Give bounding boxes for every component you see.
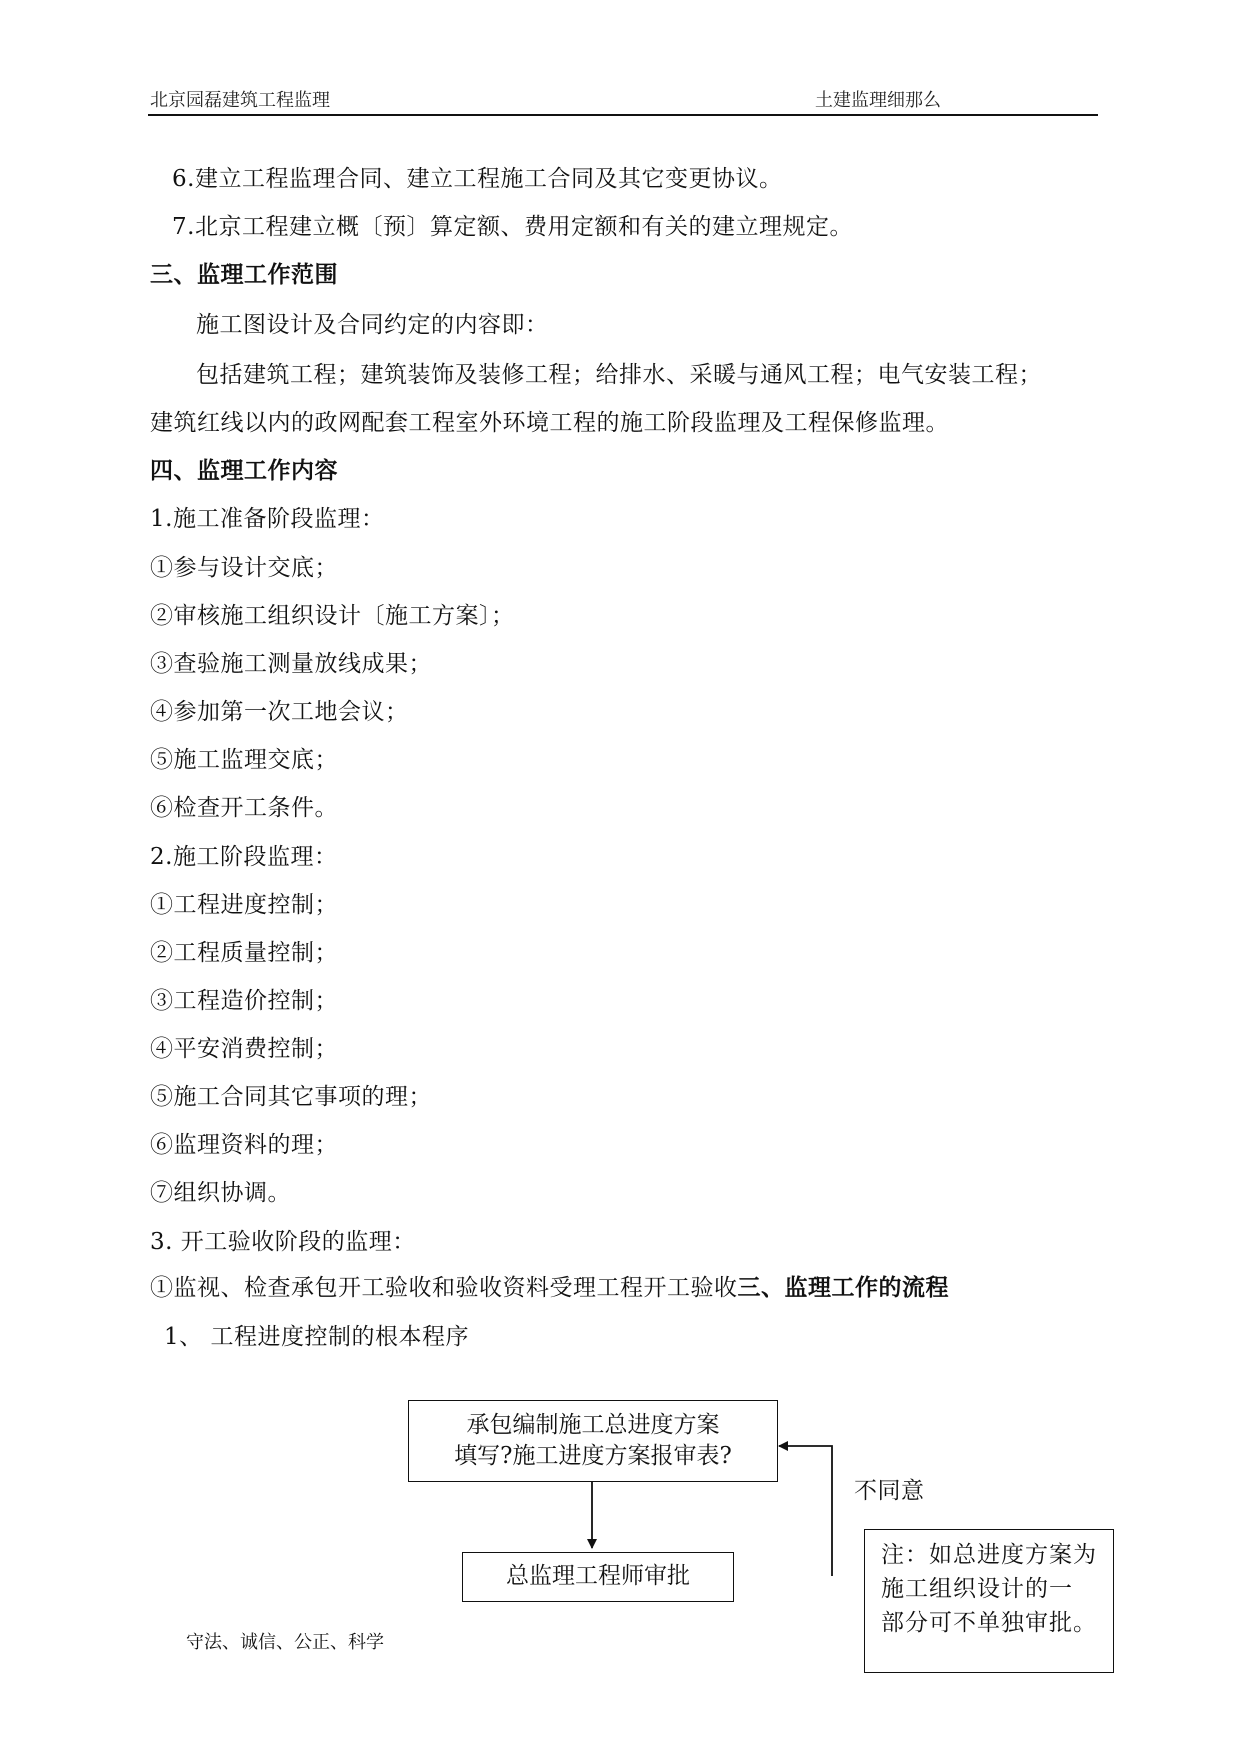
stage-2-item-1: ①工程进度控制； (150, 892, 338, 918)
flow-box-submit-line-2: 填写?施工进度方案报审表? (454, 1443, 732, 1469)
section-heading-content: 四、监理工作内容 (150, 458, 338, 484)
stage-2-item-5: ⑤施工合同其它事项的理； (150, 1084, 432, 1110)
scope-intro: 施工图设计及合同约定的内容即： (196, 312, 549, 338)
flow-reject-label: 不同意 (854, 1478, 925, 1504)
scope-paragraph-line-2: 建筑红线以内的政网配套工程室外环境工程的施工阶段监理及工程保修监理。 (150, 410, 949, 436)
flow-box-submit-schedule (408, 1400, 778, 1482)
stage-1-item-5: ⑤施工监理交底； (150, 747, 338, 773)
basis-item-6: 6.建立工程监理合同、建立工程施工合同及其它变更协议。 (172, 166, 783, 192)
flow-note-line-3: 部分可不单独审批。 (881, 1610, 1097, 1636)
flow-box-submit-line-1: 承包编制施工总进度方案 (466, 1412, 720, 1438)
stage-1-item-3: ③查验施工测量放线成果； (150, 651, 432, 677)
flow-note-line-1: 注：如总进度方案为 (881, 1542, 1097, 1568)
flow-note-line-2: 施工组织设计的一 (881, 1576, 1073, 1602)
flow-note-box (864, 1529, 1114, 1673)
stage-2-item-7: ⑦组织协调。 (150, 1180, 291, 1206)
footer-motto: 守法、诚信、公正、科学 (186, 1632, 384, 1653)
stage-1-item-6: ⑥检查开工条件。 (150, 795, 338, 821)
stage-2-title: 2.施工阶段监理： (150, 844, 338, 870)
stage-2-item-2: ②工程质量控制； (150, 940, 338, 966)
flow-box-approval-text: 总监理工程师审批 (506, 1563, 690, 1589)
stage-1-item-1: ①参与设计交底； (150, 555, 338, 581)
stage-2-item-4: ④平安消费控制； (150, 1036, 338, 1062)
flow-subtitle: 1、 工程进度控制的根本程序 (164, 1324, 469, 1350)
section-heading-scope: 三、监理工作范围 (150, 262, 338, 288)
section-heading-flow: 三、监理工作的流程 (737, 1275, 949, 1301)
header-doc-title: 土建监理细那么 (815, 90, 941, 111)
stage-2-item-6: ⑥监理资料的理； (150, 1132, 338, 1158)
stage-3-title: 3. 开工验收阶段的监理： (150, 1229, 416, 1255)
flow-box-chief-approval (462, 1552, 734, 1602)
arrow-feedback (779, 1446, 832, 1576)
stage-2-item-3: ③工程造价控制； (150, 988, 338, 1014)
stage-1-title: 1.施工准备阶段监理： (150, 506, 385, 532)
scope-paragraph-line-1: 包括建筑工程；建筑装饰及装修工程；给排水、采暖与通风工程；电气安装工程； (196, 362, 1042, 388)
basis-item-7: 7.北京工程建立概〔预〕算定额、费用定额和有关的建立理规定。 (172, 214, 853, 240)
header-company: 北京园磊建筑工程监理 (150, 90, 330, 111)
stage-3-item-1-text: ①监视、检查承包开工验收和验收资料受理工程开工验收 (150, 1275, 738, 1301)
stage-1-item-4: ④参加第一次工地会议； (150, 699, 409, 725)
stage-1-item-2: ②审核施工组织设计〔施工方案〕； (150, 603, 515, 629)
